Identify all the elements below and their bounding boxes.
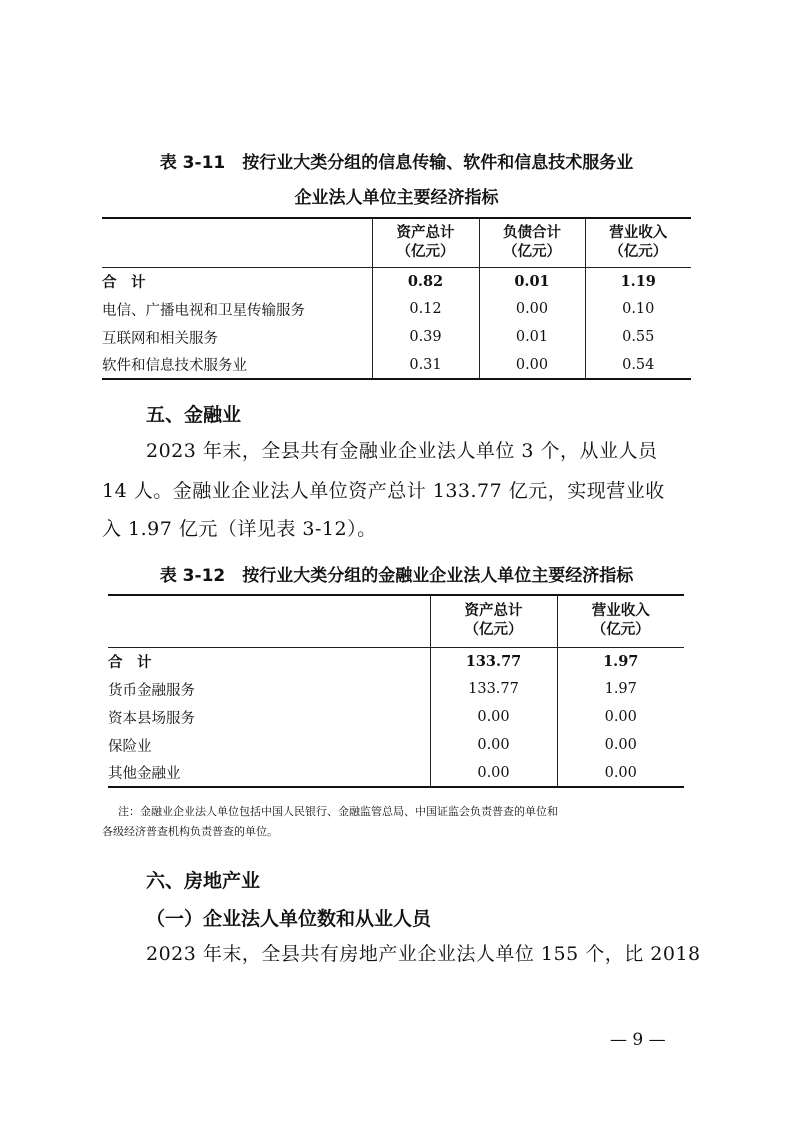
row-label: 互联网和相关服务 xyxy=(102,330,218,347)
cell-revenue: 1.97 xyxy=(557,647,684,675)
cell-liabilities: 0.00 xyxy=(479,351,585,379)
cell-liabilities: 0.01 xyxy=(479,267,585,295)
cell-assets: 0.12 xyxy=(372,295,479,323)
table1-header-assets: 资产总计 （亿元） xyxy=(372,218,479,267)
cell-assets: 0.00 xyxy=(430,731,557,759)
cell-liabilities: 0.00 xyxy=(479,295,585,323)
table-row xyxy=(108,703,684,731)
cell-assets: 0.00 xyxy=(430,759,557,787)
row-label: 软件和信息技术服务业 xyxy=(102,358,247,374)
table-row xyxy=(102,351,691,379)
table2-header-revenue: 营业收入 （亿元） xyxy=(557,595,684,647)
section6-heading: 六、房地产业 xyxy=(146,870,261,892)
table2-header-row xyxy=(108,595,684,647)
section5-paragraph-line1: 2023 年末，全县共有金融业企业法人单位 3 个，从业人员 xyxy=(146,440,658,462)
cell-assets: 133.77 xyxy=(430,675,557,703)
section5-paragraph-line3: 入 1.97 亿元（详见表 3-12）。 xyxy=(102,518,377,540)
section6-paragraph-line1: 2023 年末，全县共有房地产业企业法人单位 155 个，比 2018 xyxy=(146,943,701,965)
table2-header-blank xyxy=(108,595,430,647)
table2-header-assets: 资产总计 （亿元） xyxy=(430,595,557,647)
section5-paragraph-line2: 14 人。金融业企业法人单位资产总计 133.77 亿元，实现营业收 xyxy=(102,480,665,502)
section6-subheading: （一）企业法人单位数和从业人员 xyxy=(146,908,432,930)
table1 xyxy=(102,217,691,380)
row-label: 合 计 xyxy=(102,274,146,291)
table2-note-line1: 注：金融业企业法人单位包括中国人民银行、金融监管总局、中国证监会负责普查的单位和 xyxy=(118,805,558,818)
table-row xyxy=(102,323,691,351)
row-label: 其他金融业 xyxy=(108,766,181,782)
table-row xyxy=(102,295,691,323)
cell-revenue: 0.54 xyxy=(585,351,691,379)
cell-revenue: 0.55 xyxy=(585,323,691,351)
cell-revenue: 0.00 xyxy=(557,703,684,731)
table-row xyxy=(108,647,684,675)
table2-title: 表 3-12 按行业大类分组的金融业企业法人单位主要经济指标 xyxy=(159,566,634,586)
cell-assets: 0.82 xyxy=(372,267,479,295)
table1-title-line1: 表 3-11 按行业大类分组的信息传输、软件和信息技术服务业 xyxy=(159,153,634,173)
cell-revenue: 1.97 xyxy=(557,675,684,703)
cell-revenue: 0.00 xyxy=(557,759,684,787)
table1-header-liabilities: 负债合计 （亿元） xyxy=(479,218,585,267)
row-label: 资本县场服务 xyxy=(108,710,195,727)
row-label: 电信、广播电视和卫星传输服务 xyxy=(102,302,305,319)
cell-revenue: 1.19 xyxy=(585,267,691,295)
page-number: — 9 — xyxy=(610,1030,666,1050)
section5-heading: 五、金融业 xyxy=(146,404,242,426)
cell-assets: 0.00 xyxy=(430,703,557,731)
cell-assets: 133.77 xyxy=(430,647,557,675)
table1-header-row xyxy=(102,218,691,267)
cell-liabilities: 0.01 xyxy=(479,323,585,351)
table1-header-blank xyxy=(102,218,372,267)
table1-title-line2: 企业法人单位主要经济指标 xyxy=(294,188,499,208)
table1-header-revenue: 营业收入 （亿元） xyxy=(585,218,691,267)
table-row xyxy=(108,731,684,759)
cell-assets: 0.39 xyxy=(372,323,479,351)
row-label: 合 计 xyxy=(108,654,152,671)
cell-assets: 0.31 xyxy=(372,351,479,379)
cell-revenue: 0.10 xyxy=(585,295,691,323)
table2 xyxy=(108,594,684,788)
table-row xyxy=(108,675,684,703)
row-label: 货币金融服务 xyxy=(108,682,195,699)
table-row xyxy=(108,759,684,787)
row-label: 保险业 xyxy=(108,738,152,755)
table-row xyxy=(102,267,691,295)
cell-revenue: 0.00 xyxy=(557,731,684,759)
table2-note-line2: 各级经济普查机构负责普查的单位。 xyxy=(102,825,278,838)
